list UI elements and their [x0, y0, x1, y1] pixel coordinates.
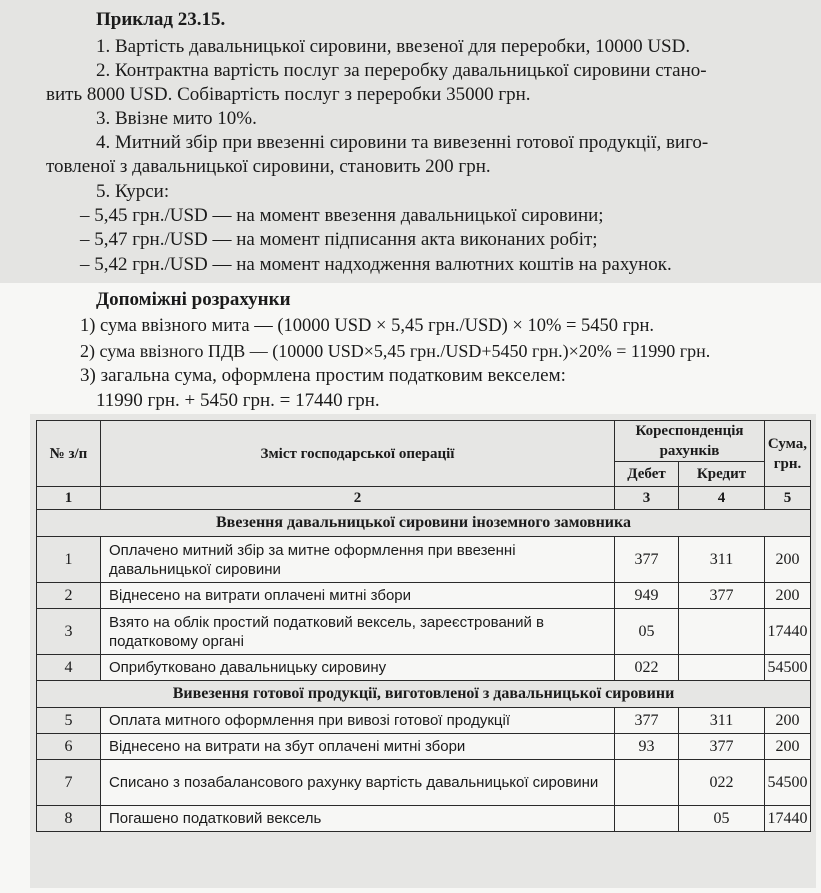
row-sum: 17440: [765, 609, 811, 655]
table-row: [37, 806, 811, 832]
row-operation: Погашено податковий вексель: [101, 806, 615, 832]
row-operation: Оплачено митний збір за митне оформлення при ввезенні давальницької сировини: [101, 537, 615, 583]
header-debit: Дебет: [615, 462, 679, 487]
row-operation: Віднесено на витрати на збут оплачені митні збори: [101, 734, 615, 760]
column-index: 2: [101, 487, 615, 510]
aux-line-2: 2) сума ввізного ПДВ — (10000 USD×5,45 грн./USD+5450 грн.)×20% = 11990 грн.: [80, 341, 711, 361]
row-credit: 377: [679, 734, 765, 760]
example-line-6: товленої з давальницької сировини, становить 200 грн.: [46, 156, 491, 177]
table-row: [37, 734, 811, 760]
column-index: 4: [679, 487, 765, 510]
example-line-3: вить 8000 USD. Собівартість послуг з переробки 35000 грн.: [46, 84, 531, 105]
row-number: 1: [37, 537, 101, 583]
row-sum: 54500: [765, 760, 811, 806]
row-operation: Оплата митного оформлення при вивозі готової продукції: [101, 708, 615, 734]
row-number: 6: [37, 734, 101, 760]
example-line-5: 4. Митний збір при ввезенні сировини та вивезенні готової продукції, виго-: [96, 132, 709, 153]
table-row: [37, 708, 811, 734]
row-credit: 311: [679, 708, 765, 734]
row-sum: 54500: [765, 655, 811, 681]
table-row: [37, 655, 811, 681]
operations-table-block: [30, 414, 816, 888]
operations-table: [36, 420, 811, 832]
row-credit: 377: [679, 583, 765, 609]
header-content: Зміст господарської операції: [101, 421, 615, 487]
row-debit: [615, 806, 679, 832]
row-number: 8: [37, 806, 101, 832]
row-number: 3: [37, 609, 101, 655]
table-row: [37, 760, 811, 806]
aux-line-3: 3) загальна сума, оформлена простим податковим векселем:: [80, 365, 566, 386]
row-number: 4: [37, 655, 101, 681]
aux-line-1: 1) сума ввізного мита — (10000 USD × 5,45 грн./USD) × 10% = 5450 грн.: [80, 316, 655, 336]
header-credit: Кредит: [679, 462, 765, 487]
example-line-7: 5. Курси:: [96, 181, 170, 202]
row-sum: 200: [765, 537, 811, 583]
header-correspondence: Кореспонденція рахунків: [615, 421, 765, 462]
row-number: 5: [37, 708, 101, 734]
table-row: [37, 583, 811, 609]
example-line-2: 2. Контрактна вартість послуг за переробку давальницької сировини стано-: [96, 60, 707, 81]
table-row: [37, 609, 811, 655]
example-title: Приклад 23.15.: [96, 9, 226, 30]
row-sum: 200: [765, 583, 811, 609]
column-index: 1: [37, 487, 101, 510]
row-credit: [679, 655, 765, 681]
row-credit: [679, 609, 765, 655]
row-number: 2: [37, 583, 101, 609]
example-line-8: – 5,45 грн./USD — на момент ввезення давальницької сировини;: [80, 205, 604, 226]
row-credit: 022: [679, 760, 765, 806]
row-debit: 377: [615, 708, 679, 734]
example-line-10: – 5,42 грн./USD — на момент надходження валютних коштів на рахунок.: [80, 254, 672, 275]
row-debit: [615, 760, 679, 806]
section-export-title: Вивезення готової продукції, виготовленої з давальницької сировини: [37, 681, 811, 708]
row-sum: 200: [765, 734, 811, 760]
row-debit: 949: [615, 583, 679, 609]
row-operation: Оприбутковано давальницьку сировину: [101, 655, 615, 681]
column-index: 3: [615, 487, 679, 510]
row-credit: 311: [679, 537, 765, 583]
row-operation: Віднесено на витрати оплачені митні збори: [101, 583, 615, 609]
example-line-4: 3. Ввізне мито 10%.: [96, 108, 257, 129]
aux-line-4: 11990 грн. + 5450 грн. = 17440 грн.: [96, 390, 380, 411]
aux-title: Допоміжні розрахунки: [96, 289, 291, 310]
row-operation: Списано з позабалансового рахунку вартість давальницької сировини: [101, 760, 615, 806]
column-index: 5: [765, 487, 811, 510]
row-debit: 022: [615, 655, 679, 681]
example-line-9: – 5,47 грн./USD — на момент підписання акта виконаних робіт;: [80, 229, 598, 250]
table-row: [37, 537, 811, 583]
row-credit: 05: [679, 806, 765, 832]
row-sum: 17440: [765, 806, 811, 832]
row-number: 7: [37, 760, 101, 806]
column-index-row: [37, 487, 811, 510]
section-import-title: Ввезення давальницької сировини іноземного замовника: [37, 510, 811, 537]
row-debit: 05: [615, 609, 679, 655]
header-sum: Сума, грн.: [765, 421, 811, 487]
header-no: № з/п: [37, 421, 101, 487]
row-sum: 200: [765, 708, 811, 734]
row-debit: 93: [615, 734, 679, 760]
row-operation: Взято на облік простий податковий вексель, зареєстрований в податковому органі: [101, 609, 615, 655]
example-line-1: 1. Вартість давальницької сировини, ввезеної для переробки, 10000 USD.: [96, 36, 691, 57]
row-debit: 377: [615, 537, 679, 583]
